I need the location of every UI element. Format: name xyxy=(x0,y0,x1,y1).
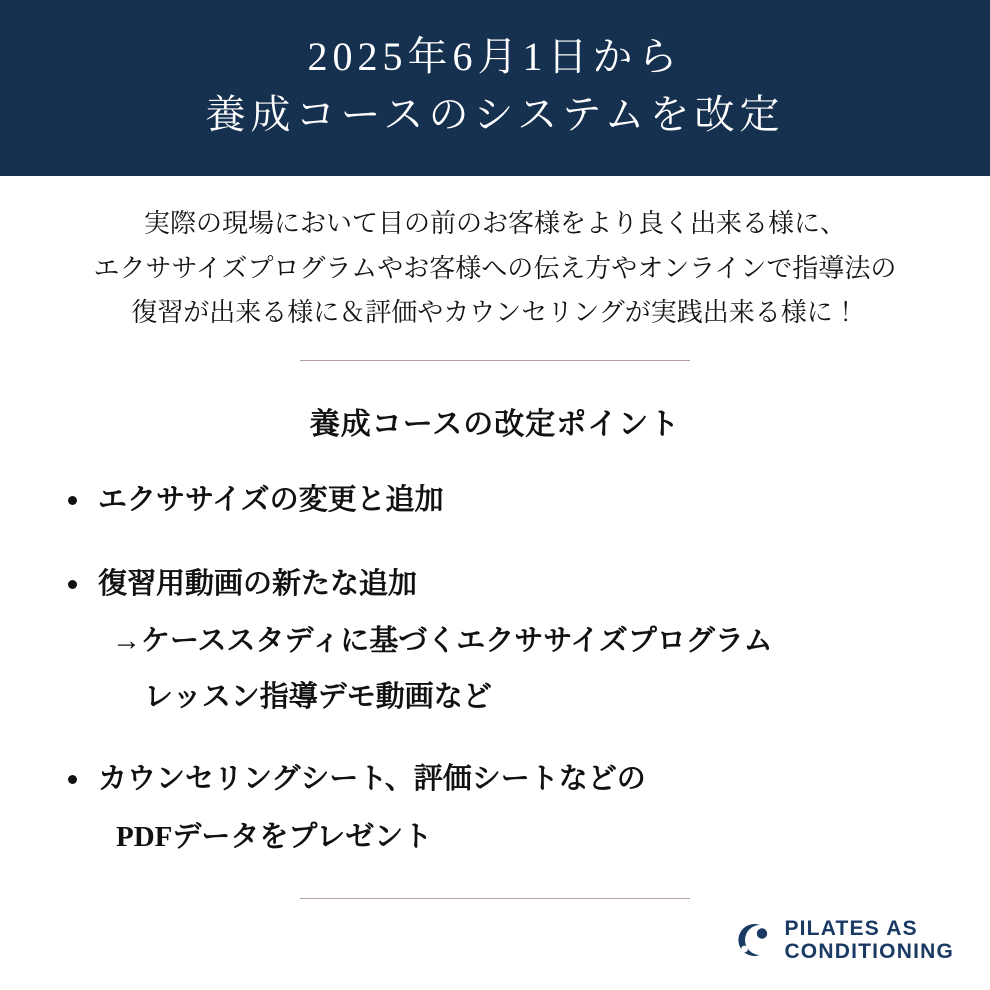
logo-wordmark xyxy=(784,917,954,964)
intro-line-1: 実際の現場において目の前のお客様をより良く出来る様に、 xyxy=(143,209,846,238)
header-title-line-2: 養成コースのシステムを改定 xyxy=(205,92,785,137)
bullet-continuation-text: PDFデータをプレゼント xyxy=(116,820,433,853)
intro-line-2: エクササイズプログラムやお客様への伝え方やオンラインで指導法の xyxy=(93,253,897,283)
intro-line-3: 復習が出来る様に＆評価やカウンセリングが実践出来る様に！ xyxy=(131,298,859,328)
list-item xyxy=(64,758,990,858)
footer-logo xyxy=(730,917,954,964)
logo-line-1: PILATES AS xyxy=(784,916,918,940)
section-title: 養成コースの改定ポイント xyxy=(309,408,681,442)
pilates-logo-icon xyxy=(730,919,772,961)
bullet-list xyxy=(0,479,990,858)
bullet-sub-text: レッスン指導デモ動画など xyxy=(144,681,492,714)
header-title-line-1: 2025年6月1日から xyxy=(307,34,683,79)
bullet-main-text: カウンセリングシート、評価シートなどの xyxy=(98,763,646,796)
logo-line-2: CONDITIONING xyxy=(784,940,954,964)
bullet-main-text: エクササイズの変更と追加 xyxy=(98,484,444,517)
bullet-main-text: 復習用動画の新たな追加 xyxy=(98,567,418,600)
divider-bottom xyxy=(300,898,690,899)
list-item xyxy=(64,563,990,719)
divider-top xyxy=(300,360,690,361)
intro-paragraph xyxy=(30,202,960,336)
bullet-sub-text: →ケーススタディに基づくエクササイズプログラム xyxy=(112,625,773,658)
header-banner xyxy=(0,0,990,176)
list-item xyxy=(64,479,990,523)
